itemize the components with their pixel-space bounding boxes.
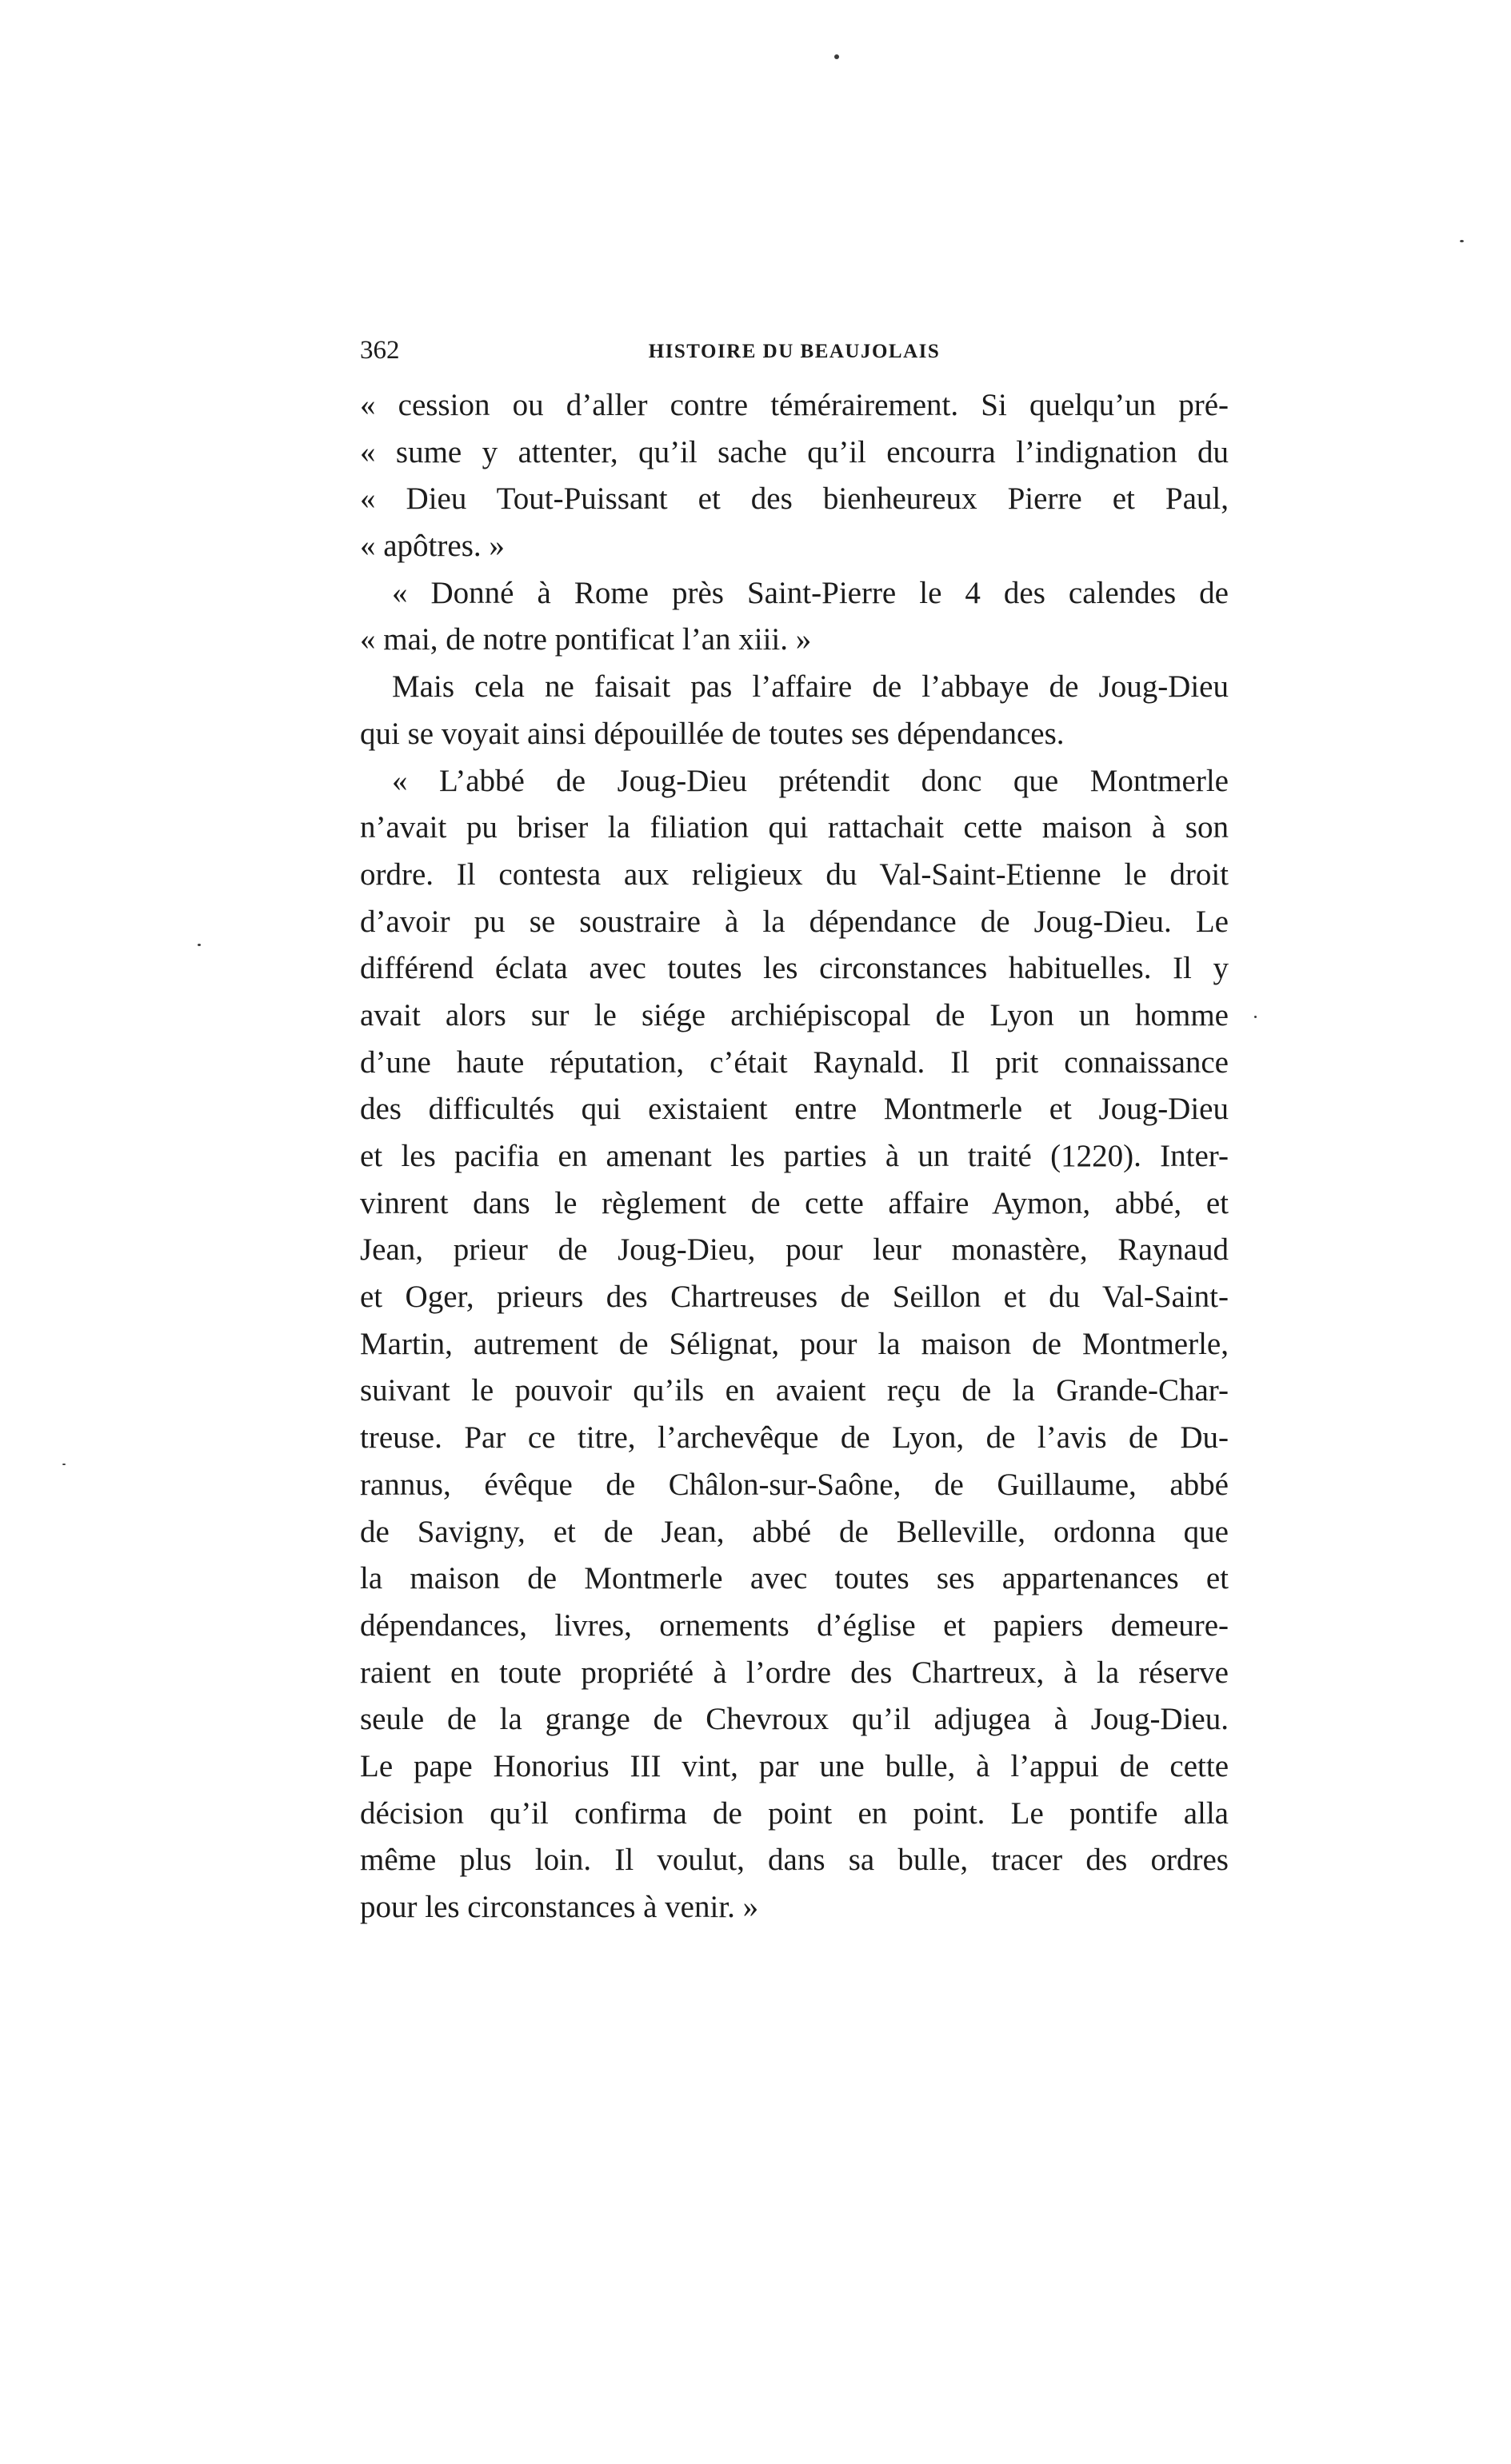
text-line: rannus, évêque de Châlon-sur-Saône, de Guillaume, abbé [360,1467,1229,1502]
text-line: « cession ou d’aller contre témérairement. Si quelqu’un pré- [360,388,1229,422]
scan-speck [1254,1016,1257,1018]
scan-speck [62,1464,66,1465]
text-line: raient en toute propriété à l’ordre des Chartreux, à la réserve [360,1655,1229,1690]
text-line: « L’abbé de Joug-Dieu prétendit donc que Montmerle [392,763,1229,798]
text-line: et les pacifia en amenant les parties à un traité (1220). Inter- [360,1139,1229,1173]
page-header [360,334,1229,366]
text-line: différend éclata avec toutes les circonstances habituelles. Il y [360,951,1229,986]
scan-speck [834,54,839,59]
text-line: Jean, prieur de Joug-Dieu, pour leur monastère, Raynaud [360,1232,1229,1268]
text-line: « Dieu Tout-Puissant et des bienheureux Pierre et Paul, [360,481,1229,517]
text-line: « Donné à Rome près Saint-Pierre le 4 des calendes de [392,575,1229,610]
text-line: treuse. Par ce titre, l’archevêque de Lyon, de l’avis de Du- [360,1420,1229,1456]
running-title: HISTOIRE DU BEAUJOLAIS [648,341,941,362]
text-line: de Savigny, et de Jean, abbé de Belleville, ordonna que [360,1514,1229,1549]
body-text [360,382,1229,1931]
text-line: « mai, de notre pontificat l’an xiii. » [360,622,812,657]
text-line: et Oger, prieurs des Chartreuses de Seillon et du Val-Saint- [360,1280,1229,1315]
text-line: Martin, autrement de Sélignat, pour la maison de Montmerle, [360,1326,1229,1361]
scan-speck [198,944,201,946]
text-line: ordre. Il contesta aux religieux du Val-Saint-Etienne le droit [360,857,1229,892]
text-line: d’une haute réputation, c’était Raynald. Il prit connaissance [360,1044,1229,1080]
text-line: suivant le pouvoir qu’ils en avaient reçu de la Grande-Char- [360,1373,1229,1408]
text-line: pour les circonstances à venir. » [360,1890,759,1924]
text-line: décision qu’il confirma de point en point. Le pontife alla [360,1795,1229,1831]
text-line: Mais cela ne faisait pas l’affaire de l’abbaye de Joug-Dieu [392,669,1229,705]
text-line: d’avoir pu se soustraire à la dépendance de Joug-Dieu. Le [360,904,1229,939]
text-line: vinrent dans le règlement de cette affaire Aymon, abbé, et [360,1185,1229,1220]
text-line: seule de la grange de Chevroux qu’il adjugea à Joug-Dieu. [360,1702,1229,1737]
text-line: qui se voyait ainsi dépouillée de toutes ses dépendances. [360,716,1065,751]
text-line: des difficultés qui existaient entre Montmerle et Joug-Dieu [360,1092,1229,1127]
page-number: 362 [360,336,400,365]
text-line: avait alors sur le siége archiépiscopal de Lyon un homme [360,997,1229,1032]
text-line: « apôtres. » [360,529,505,564]
text-line: n’avait pu briser la filiation qui rattachait cette maison à son [360,810,1229,845]
text-line: même plus loin. Il voulut, dans sa bulle, tracer des ordres [360,1843,1229,1878]
text-line: « sume y attenter, qu’il sache qu’il encourra l’indignation du [360,434,1229,469]
text-line: dépendances, livres, ornements d’église et papiers demeure- [360,1607,1229,1643]
text-line: Le pape Honorius III vint, par une bulle, à l’appui de cette [360,1748,1229,1783]
scan-speck [1460,240,1464,242]
text-line: la maison de Montmerle avec toutes ses appartenances et [360,1561,1229,1596]
